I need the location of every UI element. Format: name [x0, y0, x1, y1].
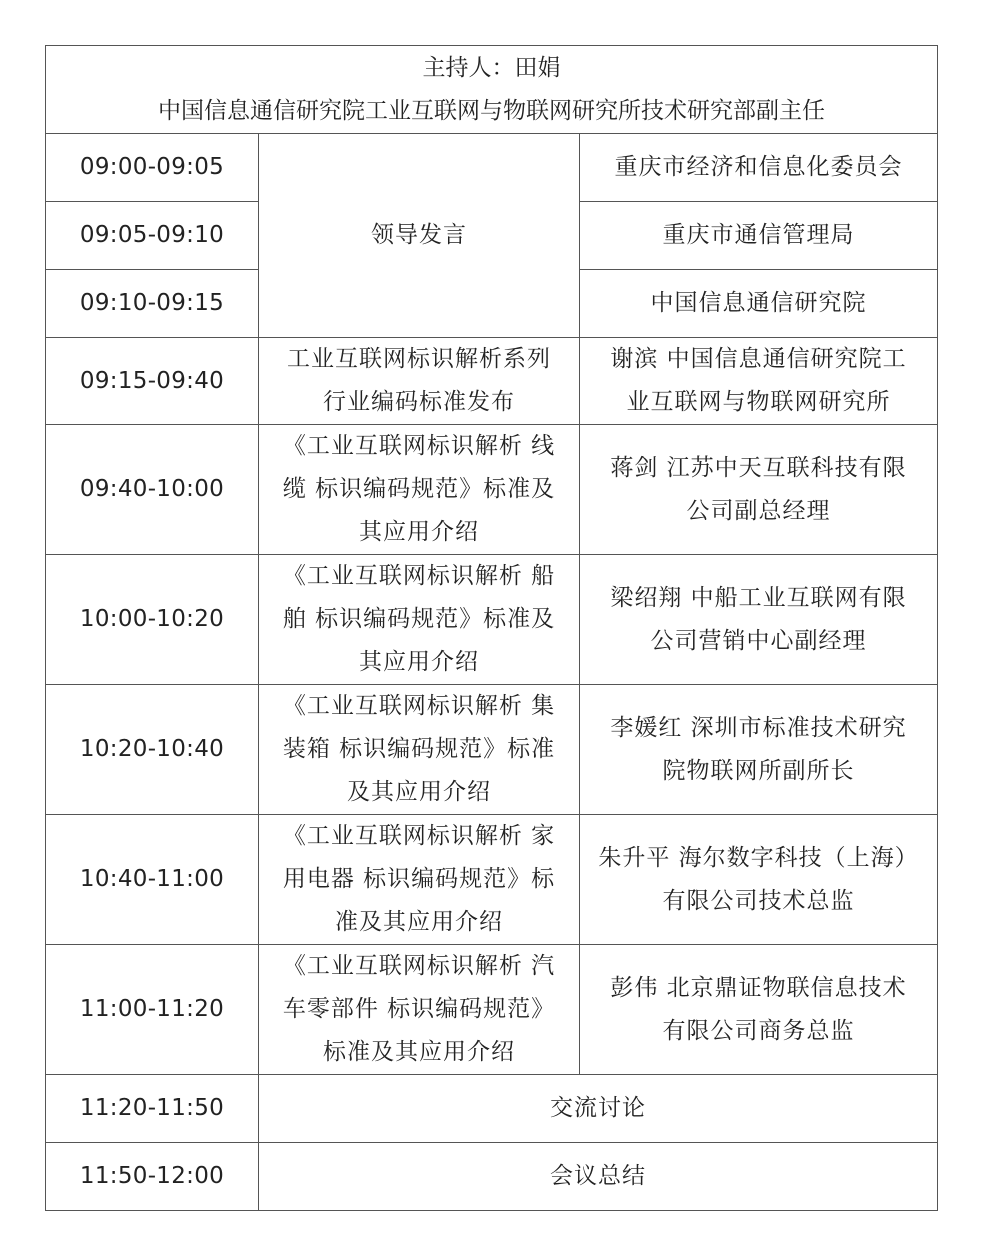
speaker-line: 公司副总经理 [686, 497, 831, 524]
speaker-cell [580, 425, 938, 555]
host-title: 中国信息通信研究院工业互联网与物联网研究所技术研究部副主任 [158, 97, 825, 124]
speaker-line: 朱升平 海尔数字科技（上海） [598, 844, 919, 871]
time-cell: 10:00-10:20 [46, 555, 259, 685]
time-cell: 10:20-10:40 [46, 685, 259, 815]
time-cell: 09:15-09:40 [46, 338, 259, 425]
topic-line: 《工业互联网标识解析 集 [282, 693, 556, 719]
speaker-cell [580, 815, 938, 945]
topic-cell [259, 425, 580, 555]
time-cell: 09:05-09:10 [46, 202, 259, 270]
closing-item-cell: 会议总结 [259, 1143, 938, 1211]
topic-line: 工业互联网标识解析系列 [287, 346, 551, 372]
topic-line: 标准及其应用介绍 [323, 1039, 515, 1065]
host-name: 主持人：田娟 [422, 54, 561, 81]
speaker-line: 公司营销中心副经理 [650, 627, 867, 654]
topic-line: 行业编码标准发布 [323, 389, 515, 415]
topic-line: 其应用介绍 [359, 519, 479, 545]
time-cell: 10:40-11:00 [46, 815, 259, 945]
table-row [46, 1143, 938, 1211]
time-cell: 11:20-11:50 [46, 1075, 259, 1143]
speaker-line: 李媛红 深圳市标准技术研究 [610, 714, 907, 741]
table-row [46, 134, 938, 202]
table-row [46, 338, 938, 425]
topic-cell [259, 338, 580, 425]
closing-item-cell: 交流讨论 [259, 1075, 938, 1143]
speaker-cell: 中国信息通信研究院 [580, 270, 938, 338]
speaker-line: 有限公司商务总监 [662, 1017, 855, 1044]
agenda-table [45, 45, 938, 1211]
time-cell: 11:00-11:20 [46, 945, 259, 1075]
topic-line: 车零部件 标识编码规范》 [282, 996, 556, 1022]
topic-line: 装箱 标识编码规范》标准 [282, 736, 556, 762]
speaker-line: 梁绍翔 中船工业互联网有限 [610, 584, 907, 611]
time-cell: 09:00-09:05 [46, 134, 259, 202]
time-cell: 09:10-09:15 [46, 270, 259, 338]
topic-line: 及其应用介绍 [347, 779, 491, 805]
topic-line: 《工业互联网标识解析 船 [282, 563, 556, 589]
table-row [46, 555, 938, 685]
topic-cell-leader-speech: 领导发言 [259, 134, 580, 338]
topic-line: 其应用介绍 [359, 649, 479, 675]
topic-line: 用电器 标识编码规范》标 [282, 866, 556, 892]
host-cell [46, 46, 938, 134]
speaker-cell [580, 685, 938, 815]
speaker-line: 谢滨 中国信息通信研究院工 [610, 346, 907, 372]
header-row [46, 46, 938, 134]
speaker-cell [580, 945, 938, 1075]
topic-line: 准及其应用介绍 [335, 909, 503, 935]
speaker-line: 彭伟 北京鼎证物联信息技术 [610, 974, 907, 1001]
speaker-cell: 重庆市通信管理局 [580, 202, 938, 270]
time-cell: 09:40-10:00 [46, 425, 259, 555]
speaker-line: 蒋剑 江苏中天互联科技有限 [610, 454, 907, 481]
speaker-line: 院物联网所副所长 [662, 757, 855, 784]
table-row [46, 425, 938, 555]
topic-cell [259, 685, 580, 815]
topic-line: 《工业互联网标识解析 家 [282, 823, 556, 849]
topic-line: 《工业互联网标识解析 线 [282, 433, 556, 459]
speaker-line: 有限公司技术总监 [662, 887, 855, 914]
time-cell: 11:50-12:00 [46, 1143, 259, 1211]
table-row [46, 815, 938, 945]
topic-line: 缆 标识编码规范》标准及 [282, 476, 556, 502]
topic-line: 舶 标识编码规范》标准及 [282, 606, 556, 632]
table-row [46, 945, 938, 1075]
speaker-cell: 重庆市经济和信息化委员会 [580, 134, 938, 202]
topic-cell [259, 555, 580, 685]
speaker-line: 业互联网与物联网研究所 [626, 389, 891, 415]
table-row [46, 685, 938, 815]
topic-cell [259, 815, 580, 945]
speaker-cell [580, 555, 938, 685]
speaker-cell [580, 338, 938, 425]
table-row [46, 1075, 938, 1143]
topic-line: 《工业互联网标识解析 汽 [282, 953, 556, 979]
topic-cell [259, 945, 580, 1075]
